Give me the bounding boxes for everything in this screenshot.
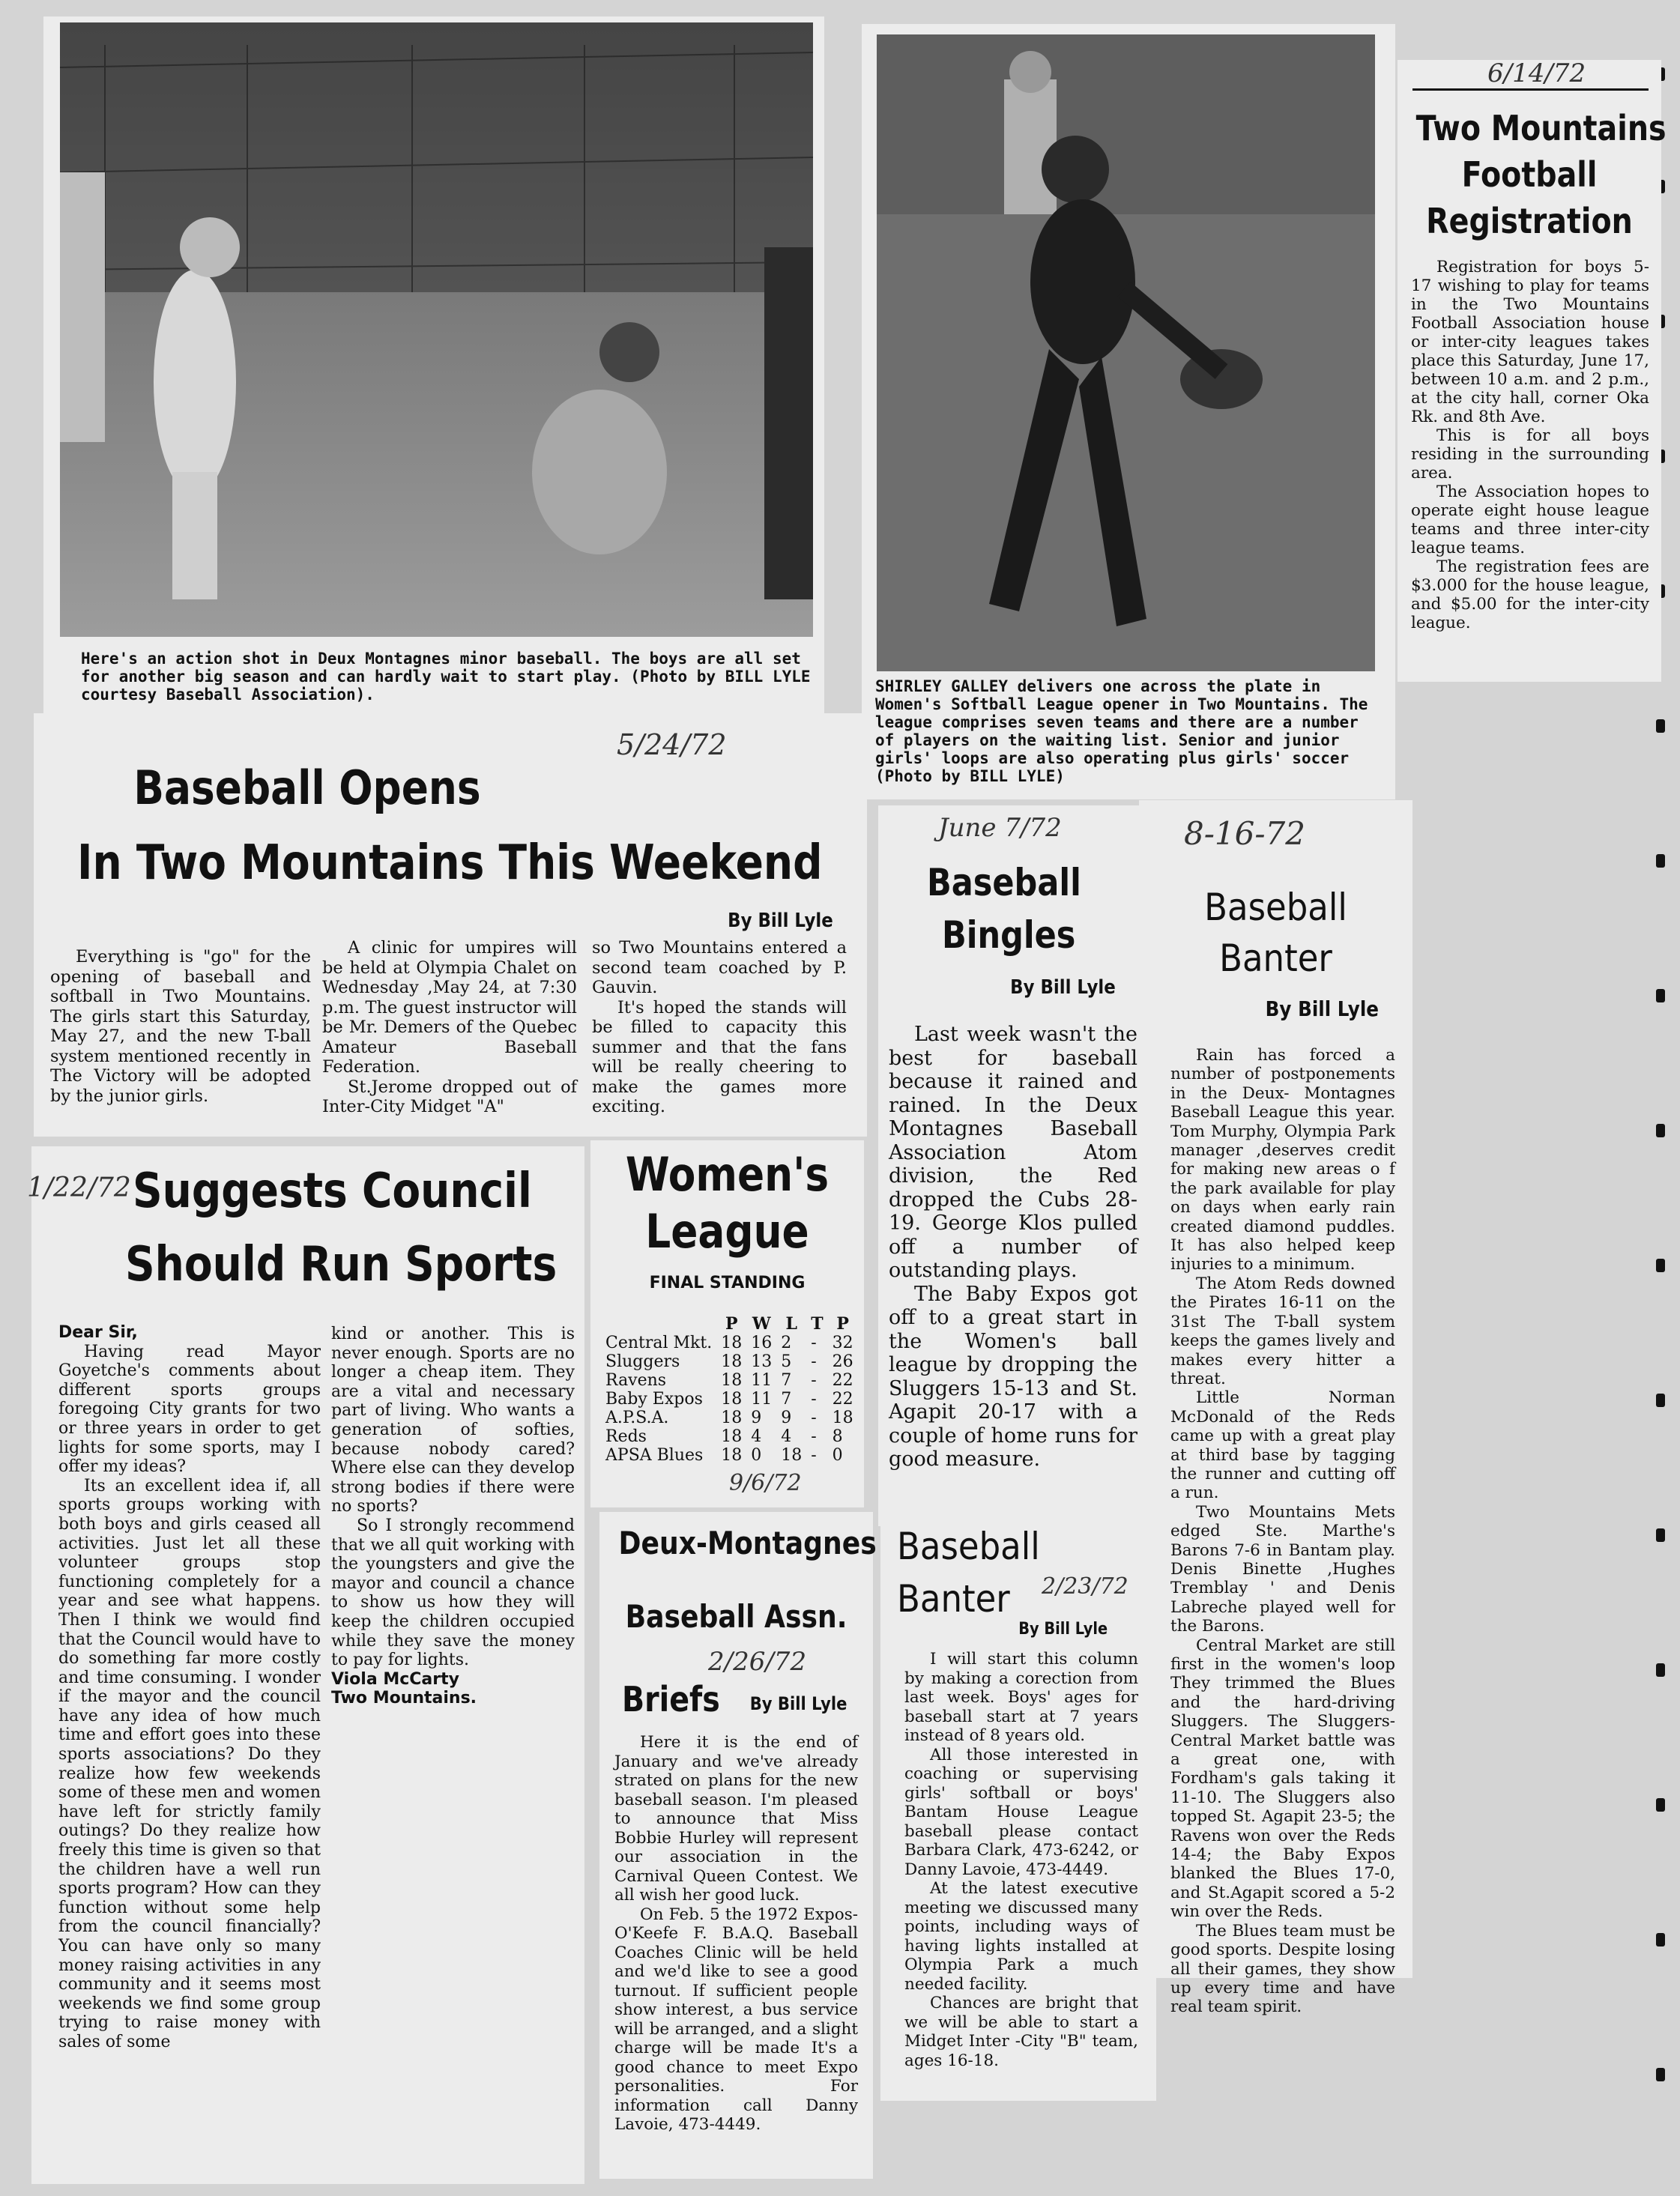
team-name: A.P.S.A. [605,1409,669,1427]
binder-hole [1656,1124,1665,1137]
byline: By Bill Lyle [728,910,833,932]
cell: 13 [751,1352,773,1371]
handwritten-date: 6/14/72 [1487,58,1586,88]
binder-hole [1656,1259,1665,1272]
cell: 32 [832,1334,853,1352]
handwritten-date: 2/23/72 [1042,1573,1128,1600]
paragraph: Chances are bright that we will be able to start a Midget Inter -City "B" team, ages 16-18. [904,1994,1138,2070]
handwritten-date: 1/22/72 [27,1173,131,1203]
paragraph: The Atom Reds downed the Pirates 16-11 on the 31st The T-ball system keeps the games lively and makes every hitter a threat. [1170,1274,1395,1388]
table-header-row [601,1314,858,1334]
team-name: Ravens [605,1371,667,1390]
paragraph: A clinic for umpires will be held at Olympia Chalet on Wednesday ,May 24, at 7:30 p.m. The guest instructor will be Mr. Demers of the Quebec Amateur Baseball Federation. [322,938,577,1077]
cell: 11 [751,1390,773,1409]
table-row [601,1352,858,1371]
team-name: Reds [605,1427,647,1446]
binder-hole [1656,854,1665,868]
headline-line: Football [1461,154,1598,195]
team-name: Baby Expos [605,1390,703,1409]
article-column [592,938,847,1117]
headline-line: Banter [897,1577,1010,1621]
photo-baseball-action [60,22,813,637]
headline-line: Registration [1426,201,1633,241]
paragraph: On Feb. 5 the 1972 Expos-O'Keefe F. B.A.Q. Baseball Coaches Clinic will be held and we'd like to see a good turnout. If sufficient people show interest, a bus service will be arranged, and a slight charge will be made It's a good chance to meet Expo personalities. For information call Danny Lavoie, 473-4449. [614,1905,858,2134]
cell: - [811,1334,817,1352]
paragraph: St.Jerome dropped out of Inter-City Midget "A" [322,1077,577,1116]
article-body [904,1650,1138,2070]
handwritten-date: 2/26/72 [708,1647,807,1677]
cell: 7 [781,1371,792,1390]
cell: 18 [721,1371,743,1390]
table-row [601,1427,858,1446]
clipping-womens-league [590,1140,864,1507]
table-subtitle: FINAL STANDING [649,1274,806,1292]
binder-hole [1656,1663,1665,1677]
cell: - [811,1390,817,1409]
paragraph: kind or another. This is never enough. Sports are no longer a cheap item. They are a vital and necessary part of living. Who wants a generation of softies, because nobody cared? Where else can they develop strong bodies if there were no sports? [331,1325,575,1516]
column-header: W [752,1314,771,1334]
byline: By Bill Lyle [1265,996,1379,1021]
paragraph: The Association hopes to operate eight house league teams and three inter-city league teams. [1411,483,1649,557]
byline: By Bill Lyle [1018,1620,1108,1639]
paragraph: The registration fees are $3.000 for the house league, and $5.00 for the inter-city league. [1411,557,1649,632]
column-header: P [836,1314,849,1334]
cell: - [811,1371,817,1390]
clipping-football-registration [1398,58,1667,682]
cell: 18 [721,1427,743,1446]
paragraph: so Two Mountains entered a second team coached by P. Gauvin. [592,938,847,997]
paragraph: Rain has forced a number of postponements in the Deux- Montagnes Baseball League this year. Tom Murphy, Olympia Park manager ,deserves credit for making new areas o f the park available for play on days when early rain created diamond puddles. It has also helped keep injuries to a minimum. [1170,1046,1395,1274]
cell: 5 [781,1352,792,1371]
cell: 4 [751,1427,762,1446]
cell: 16 [751,1334,773,1352]
paragraph: This is for all boys residing in the surrounding area. [1411,426,1649,483]
binder-hole [1656,989,1665,1002]
cell: 11 [751,1371,773,1390]
photo-caption: Here's an action shot in Deux Montagnes minor baseball. The boys are all set for another big season and can hardly wait to start play. (Photo by BILL LYLE courtesy Baseball Association). [81,650,811,704]
headline-line: In Two Mountains This Weekend [77,835,823,891]
paragraph: Having read Mayor Goyetche's comments about different sports groups foregoing City grants for two or three years in order to get lights for some sports, may I offer my ideas? [58,1342,321,1477]
clipping-baseball-photo [43,16,824,713]
article-body [1170,1046,1395,2017]
cell: 9 [751,1409,762,1427]
binder-hole [1656,1394,1665,1407]
headline-line: Baseball [897,1525,1040,1568]
clipping-baseball-banter [1139,800,1412,2017]
team-name: Central Mkt. [605,1334,713,1352]
cell: - [811,1446,817,1465]
photo-softball-pitcher [877,34,1375,671]
paragraph: Registration for boys 5-17 wishing to play for teams in the Two Mountains Football Association house or inter-city leagues takes place this Saturday, June 17, between 10 a.m. and 2 p.m., at the city hall, corner Oka Rk. and 8th Ave. [1411,258,1649,426]
photo-caption: SHIRLEY GALLEY delivers one across the plate in Women's Softball League opener in Two Mountains. The league comprises seven teams and there are a number of players on the waiting list. Senior and junior girls' loops are also operating plus girls' soccer (Photo by BILL LYLE) [875,677,1368,785]
paragraph: The Baby Expos got off to a great start in the Women's ball league by dropping the Sluggers 15-13 and St. Agapit 20-17 with a couple of home runs for good measure. [889,1282,1137,1471]
salutation: Dear Sir, [58,1323,138,1342]
column-header [601,1314,716,1334]
cell: 22 [832,1371,853,1390]
cell: 18 [721,1334,743,1352]
table-row [601,1409,858,1427]
cell: 0 [751,1446,762,1465]
headline-line: Suggests Council [133,1164,532,1219]
headline-line: Baseball [927,861,1081,904]
binder-hole [1656,1528,1665,1542]
paragraph: It's hoped the stands will be filled to capacity this summer and that the fans will be really cheering to make the games more exciting. [592,997,847,1116]
cell: 18 [832,1409,853,1427]
cell: 18 [721,1446,743,1465]
cell: 4 [781,1427,792,1446]
headline-line: Briefs [622,1679,720,1719]
article-column [322,938,577,1117]
binder-hole [1656,1798,1665,1812]
cell: - [811,1409,817,1427]
paragraph: The Blues team must be good sports. Despite losing all their games, they show up every time and have real team spirit. [1170,1921,1395,2017]
cell: 26 [832,1352,853,1371]
headline-line: Bingles [942,913,1076,957]
headline-line: Baseball [1204,886,1347,929]
article-body [889,1023,1137,1471]
clipping-baseball-bingles [878,805,1157,1526]
article-body [1411,258,1649,632]
cell: 8 [832,1427,843,1446]
headline-line: Deux-Montagnes [618,1525,877,1561]
handwritten-date: 5/24/72 [617,728,727,761]
cell: 9 [781,1409,792,1427]
signature: Viola McCarty [331,1669,459,1689]
paragraph: So I strongly recommend that we all quit working with the youngsters and give the mayor and council a chance to show us how they will keep the children occupied while they save the money to pay for lights. [331,1516,575,1670]
table-row [601,1446,858,1465]
letter-column [331,1325,575,1708]
cell: 18 [781,1446,803,1465]
column-header: L [785,1314,797,1334]
headline-line: Baseball Opens [133,760,481,815]
cell: - [811,1427,817,1446]
handwritten-date: 9/6/72 [729,1470,802,1496]
cell: 18 [721,1409,743,1427]
binder-hole [1656,719,1665,733]
cell: 2 [781,1334,792,1352]
paragraph: I will start this column by making a corection from last week. Boys' ages for baseball start at 7 years instead of 8 years old. [904,1650,1138,1745]
clipping-baseball-banter-2 [880,1515,1156,2101]
headline-line: League [645,1204,809,1259]
cell: 0 [832,1446,843,1465]
cell: - [811,1352,817,1371]
table-row [601,1334,858,1352]
table-row [601,1371,858,1390]
headline-line: Should Run Sports [125,1237,558,1292]
standings-table [601,1314,858,1465]
binder-hole [1656,1933,1665,1947]
cell: 7 [781,1390,792,1409]
byline: By Bill Lyle [1010,976,1116,999]
headline-line: Two Mountains [1415,108,1667,148]
column-header: T [811,1314,824,1334]
table-row [601,1390,858,1409]
team-name: APSA Blues [605,1446,704,1465]
paragraph: Little Norman McDonald of the Reds came up with a great play at third base by tagging the runner and cutting off a run. [1170,1388,1395,1503]
paragraph: At the latest executive meeting we discussed many points, including ways of having lights installed at Olympia Park a much needed facility. [904,1879,1138,1994]
headline-line: Baseball Assn. [625,1598,847,1635]
cell: 18 [721,1390,743,1409]
signature-location: Two Mountains. [331,1689,477,1708]
softball-photo-image [877,34,1375,671]
headline-line: Banter [1219,937,1332,980]
baseball-photo-image [60,22,813,637]
paragraph: Here it is the end of January and we've already strated on plans for the new baseball season. I'm pleased to announce that Miss Bobbie Hurley will represent our association in the Carnival Queen Contest. We all wish her good luck. [614,1733,858,1905]
clipping-softball-photo [862,24,1395,799]
paragraph: All those interested in coaching or supervising girls' softball or boys' Bantam House League baseball please contact Barbara Clark, 473-6242, or Danny Lavoie, 473-4449. [904,1745,1138,1879]
byline: By Bill Lyle [749,1693,847,1714]
binder-hole [1656,2068,1665,2081]
letter-column [58,1323,321,2052]
rule-line [1412,88,1649,91]
headline-line: Women's [625,1147,830,1202]
cell: 18 [721,1352,743,1371]
handwritten-date: June 7/72 [938,813,1062,843]
paragraph: Last week wasn't the best for baseball because it rained and rained. In the Deux Montagnes Baseball Association Atom division, the Red dropped the Cubs 28-19. George Klos pulled off a number of outstanding plays. [889,1023,1137,1282]
paragraph: Central Market are still first in the women's loop They trimmed the Blues and the hard-driving Sluggers. The Sluggers- Central Market battle was a great one, with Fordham's gals taking it 11-10. The Sluggers also topped St. Agapit 23-5; the Ravens won over the Reds 14-4; the Baby Expos blanked the Blues 17-0, and St.Agapit scored a 5-2 win over the Reds. [1170,1636,1395,1922]
clipping-suggests-council [27,1146,584,2184]
team-name: Sluggers [605,1352,680,1371]
clipping-baseball-briefs [599,1512,877,2179]
column-header: P [725,1314,738,1334]
paragraph: Two Mountains Mets edged Ste. Marthe's Barons 7-6 in Bantam play. Denis Binette ,Hughes Tremblay ' and Denis Labreche played well for the Barons. [1170,1502,1395,1636]
paragraph: Everything is "go" for the opening of baseball and softball in Two Mountains. The girls start this Saturday, May 27, and the new T-ball system mentioned recently in The Victory will be adopted by the junior girls. [50,947,311,1106]
handwritten-date: 8-16-72 [1184,815,1305,852]
paragraph: Its an excellent idea if, all sports groups working with both boys and girls ceased all activities. Just let all these volunteer groups stop functioning completely for a year and see what happens. Then I think we would find that the Council would have to do something far more costly and time consuming. I wonder if the mayor and the council have any idea of how much time and effort goes into these sports associations? Do they realize how few weekends some of these men and women have left for strictly family outings? Do they realize how freely this time is given so that the children have a well run sports program? How can they function without some help from the council financially? You can have only so many money raising activities in any community and it seems most weekends we find some group trying to raise money with sales of some [58,1476,321,2051]
article-column [50,947,311,1106]
cell: 22 [832,1390,853,1409]
article-body [614,1733,858,2135]
clipping-baseball-opens [34,713,867,1137]
